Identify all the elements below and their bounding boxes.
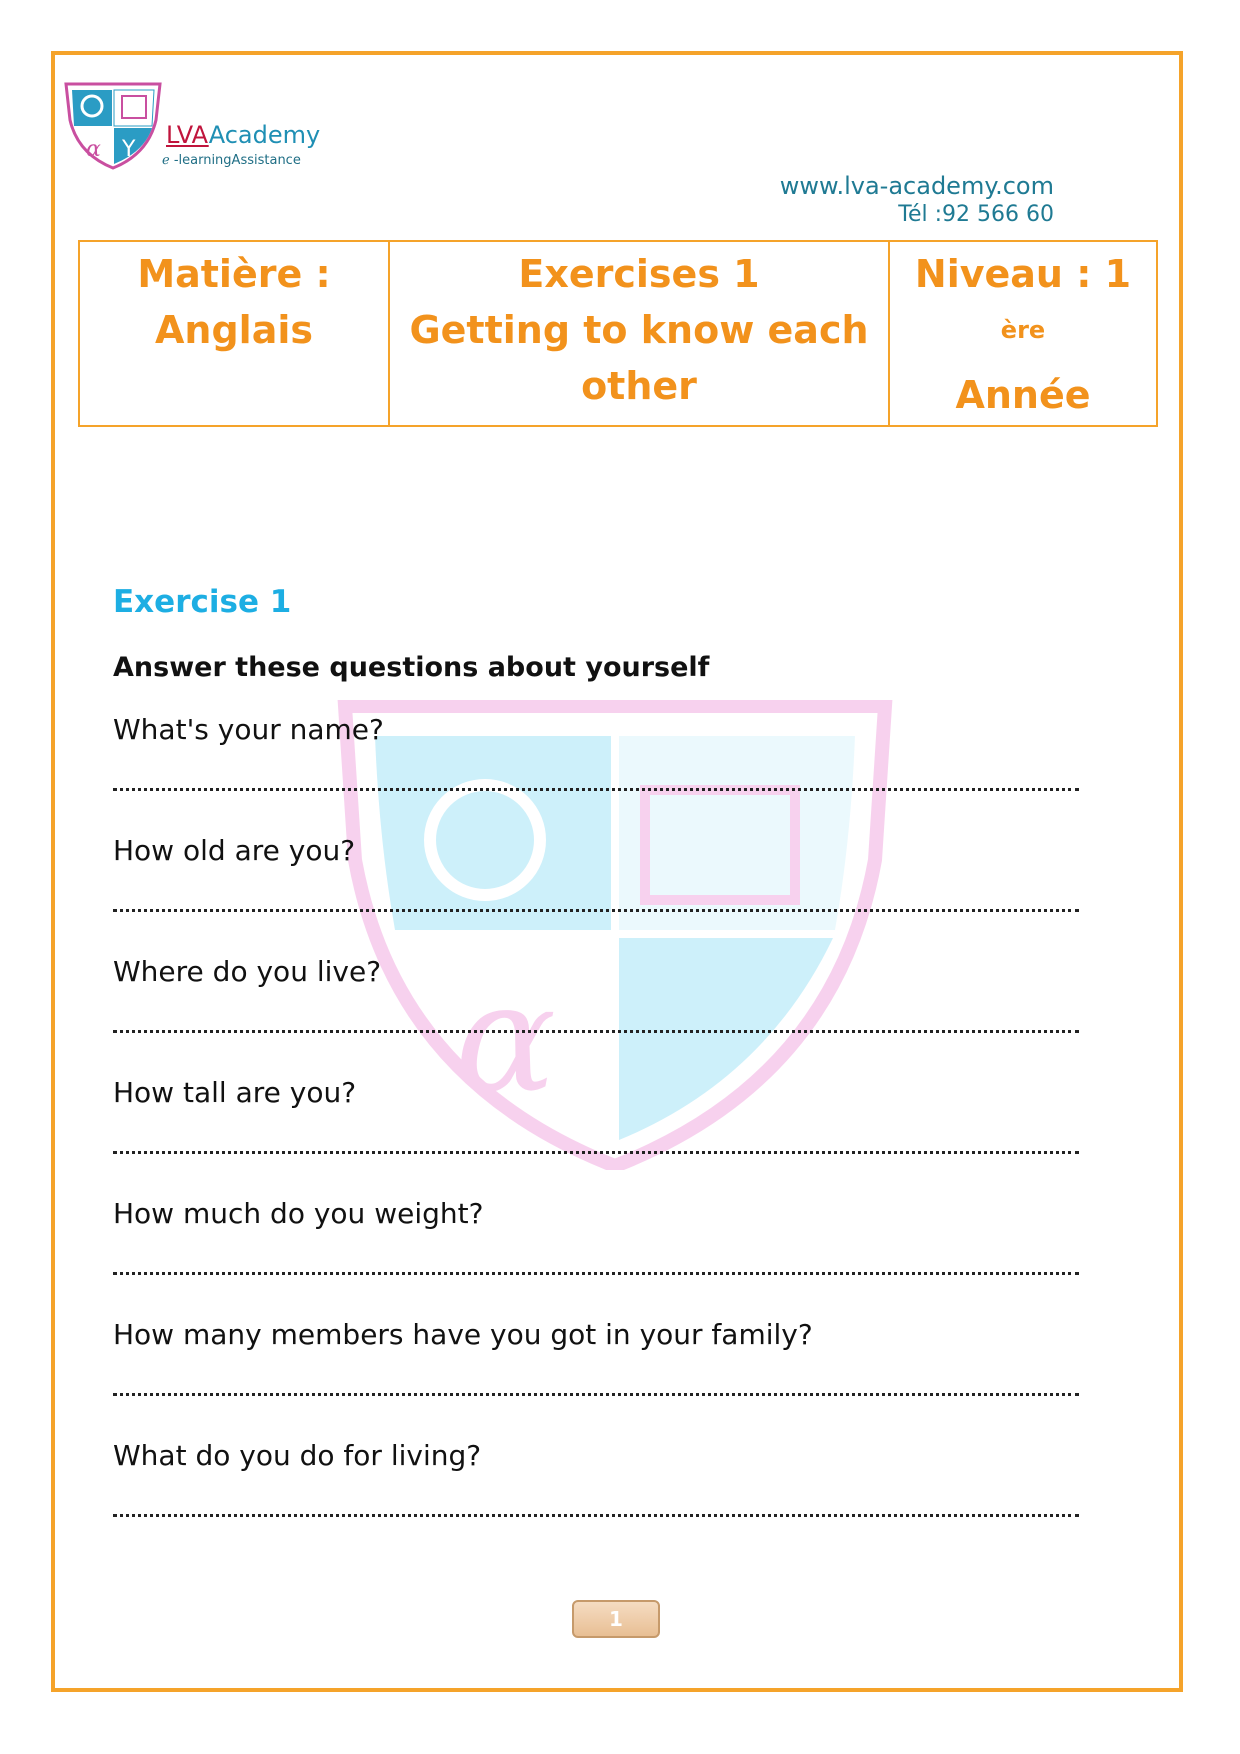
question-2: How old are you? [113,834,356,867]
lva-academy-logo [58,80,168,170]
question-block-1 [113,710,1083,791]
exercise-instruction: Answer these questions about yourself [113,652,710,683]
subject-value: Anglais [155,308,313,352]
phone-number: Tél :92 566 60 [898,202,1054,227]
page-number-badge: 1 [572,1600,660,1638]
question-block-5 [113,1194,1083,1275]
answer-line-2[interactable] [113,909,1079,912]
answer-line-1[interactable] [113,788,1079,791]
svg-text:α: α [86,137,101,162]
svg-text:α: α [455,952,557,1126]
level-label: Niveau : 1 $^{ère}$ [914,252,1132,344]
question-block-4 [113,1073,1083,1154]
question-block-7 [113,1436,1083,1517]
question-7: What do you do for living? [113,1439,482,1472]
info-table [78,240,1158,427]
answer-line-4[interactable] [113,1151,1079,1154]
answer-line-6[interactable] [113,1393,1079,1396]
title-cell [389,241,889,426]
title-line-1: Exercises 1 [518,252,760,296]
logo-brand-name: LVAAcademy [166,121,321,149]
svg-text:Y: Y [122,137,136,162]
title-line-2: Getting to know each [409,308,869,352]
subject-cell [79,241,389,426]
level-value: Année [955,372,1091,417]
question-block-2 [113,831,1083,912]
question-block-6 [113,1315,1083,1396]
subject-label: Matière : [137,252,331,296]
website-url[interactable]: www.lva-academy.com [779,172,1054,200]
answer-line-3[interactable] [113,1030,1079,1033]
question-3: Where do you live? [113,955,382,988]
answer-line-5[interactable] [113,1272,1079,1275]
title-line-3: other [581,364,697,408]
answer-line-7[interactable] [113,1514,1079,1517]
question-4: How tall are you? [113,1076,357,1109]
level-cell [889,241,1157,426]
question-5: How much do you weight? [113,1197,484,1230]
question-block-3 [113,952,1083,1033]
logo-tagline: ℯ -learningAssistance [162,153,301,168]
question-6: How many members have you got in your family? [113,1318,813,1351]
question-1: What's your name? [113,713,384,746]
exercise-title: Exercise 1 [113,584,292,620]
